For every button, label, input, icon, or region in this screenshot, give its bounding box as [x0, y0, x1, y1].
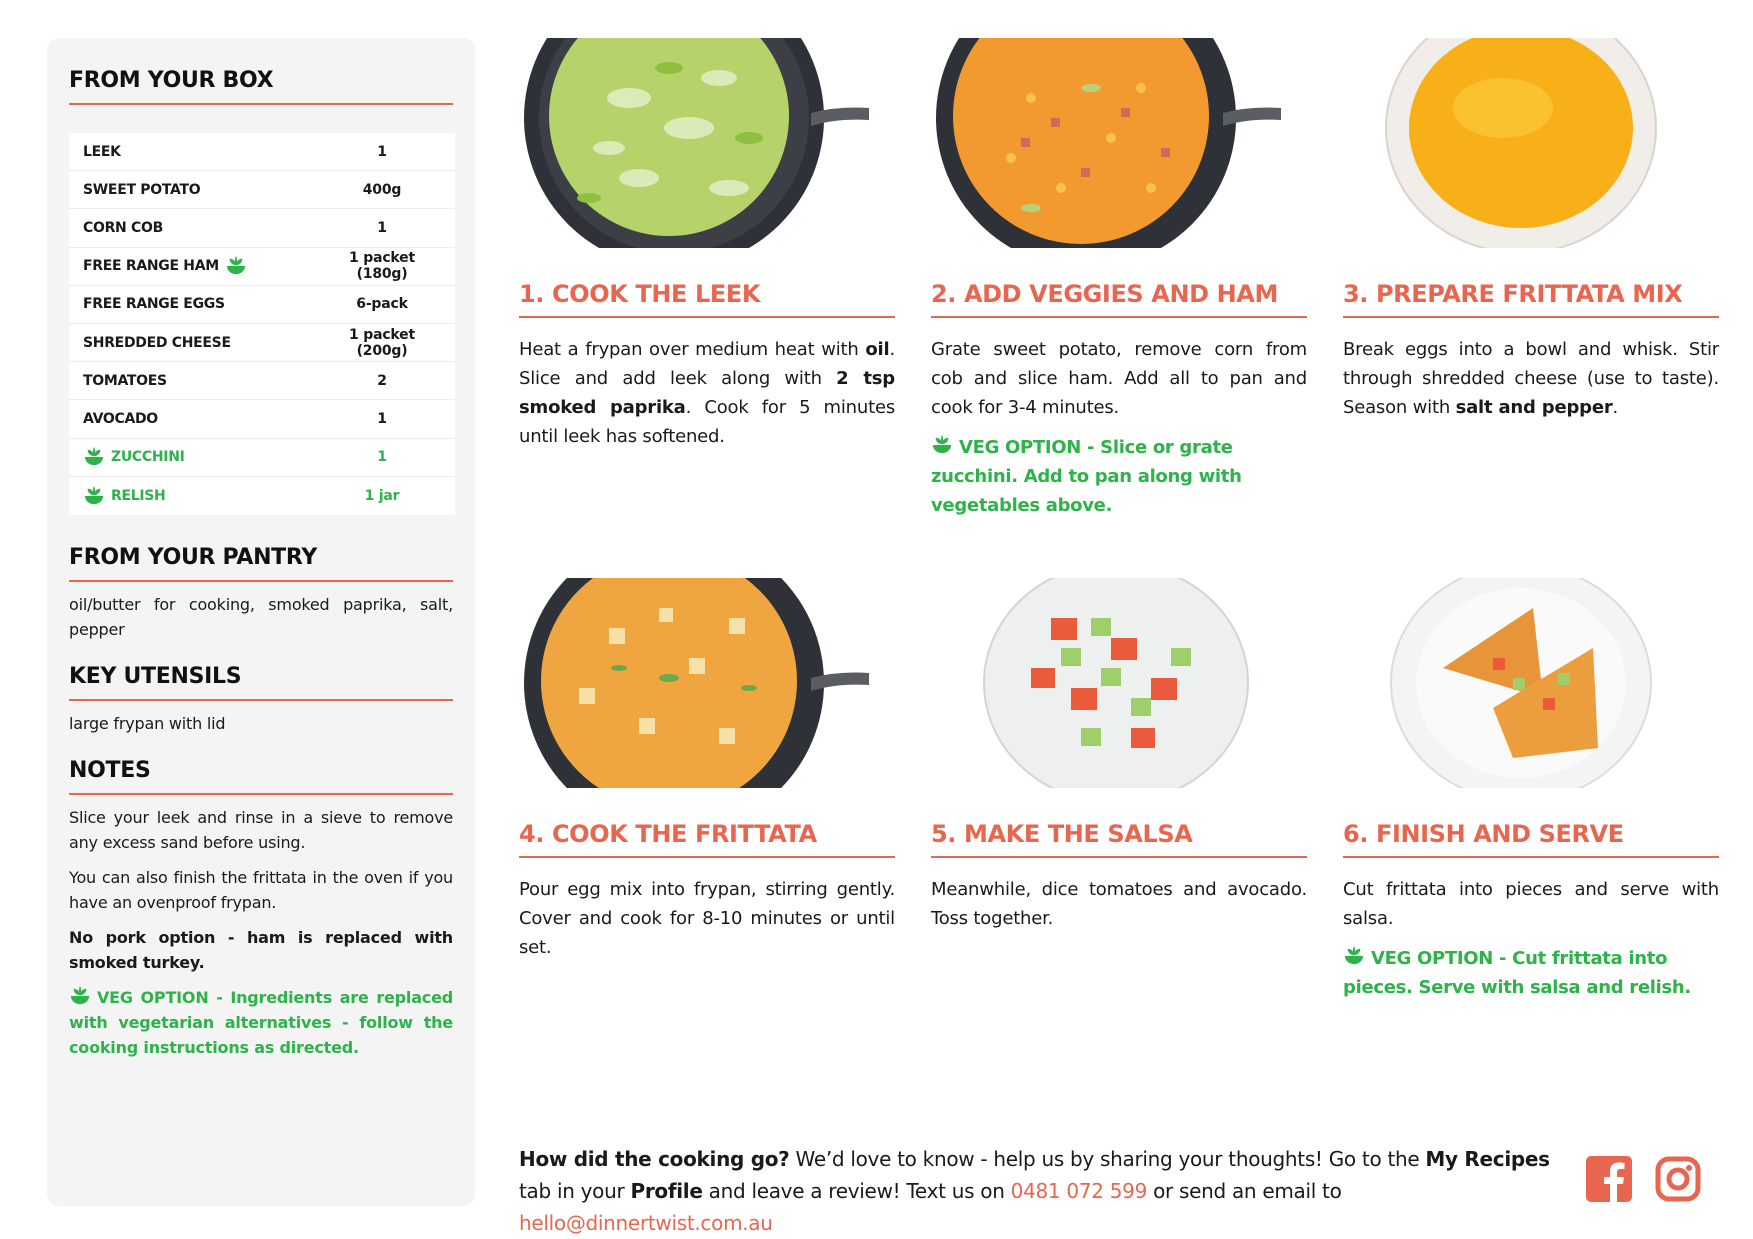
from-your-pantry-heading: FROM YOUR PANTRY: [69, 545, 453, 582]
step-5-image: [931, 578, 1307, 788]
utensils-text: large frypan with lid: [69, 713, 226, 733]
step-1-title: 1. COOK THE LEEK: [519, 280, 895, 318]
veg-bowl-icon: [69, 986, 91, 1006]
veg-bowl-icon: [83, 486, 105, 506]
step-6-body: Cut frittata into pieces and serve with salsa.: [1343, 879, 1719, 929]
ingredient-name: LEEK: [83, 143, 121, 160]
ingredient-row: [69, 439, 455, 477]
veg-bowl-icon: [83, 447, 105, 467]
pantry-text: oil/butter for cooking, smoked paprika, salt, pepper: [69, 594, 453, 639]
ingredient-row: [69, 477, 455, 515]
ingredient-name: RELISH: [83, 486, 323, 506]
step-2-body: Grate sweet potato, remove corn from cob and slice ham. Add all to pan and cook for 3-4 minutes.: [931, 339, 1307, 418]
ingredient-name: SWEET POTATO: [83, 181, 201, 198]
ingredient-row: [69, 133, 455, 171]
veg-bowl-icon: [1343, 946, 1365, 966]
ingredient-name: ZUCCHINI: [83, 447, 323, 467]
ingredient-quantity: 1: [377, 143, 387, 160]
notes-heading: NOTES: [69, 758, 453, 795]
ingredients-sidebar: [47, 38, 475, 1206]
note-veg-option: VEG OPTION - Ingredients are replaced with vegetarian alternatives - follow the cooking instructions as directed.: [69, 987, 453, 1057]
step-1-image: [519, 38, 895, 248]
note-no-pork: No pork option - ham is replaced with smoked turkey.: [69, 927, 453, 972]
step-6-veg-option: VEG OPTION - Cut frittata into pieces. Serve with salsa and relish.: [1343, 948, 1691, 998]
step-1-body: Heat a frypan over medium heat with oil. Slice and add leek along with 2 tsp smoked paprika. Cook for 5 minutes until leek has softened.: [519, 339, 895, 447]
ingredient-quantity: 6-pack: [356, 296, 408, 313]
ingredient-name: FREE RANGE HAM: [83, 256, 323, 276]
veg-bowl-icon: [225, 256, 247, 276]
step-4-body: Pour egg mix into frypan, stirring gently. Cover and cook for 8-10 minutes or until set.: [519, 879, 895, 958]
step-4-title: 4. COOK THE FRITTATA: [519, 820, 895, 858]
email-link[interactable]: hello@dinnertwist.com.au: [519, 1211, 773, 1235]
ingredient-row: [69, 209, 455, 247]
ingredient-row: [69, 362, 455, 400]
step-2-image: [931, 38, 1307, 248]
ingredient-row: [69, 248, 455, 286]
ingredient-name: FREE RANGE EGGS: [83, 296, 225, 313]
step-6-title: 6. FINISH AND SERVE: [1343, 820, 1719, 858]
phone-link[interactable]: 0481 072 599: [1010, 1179, 1148, 1203]
feedback-footer: How did the cooking go? We’d love to know - help us by sharing your thoughts! Go to the My Recipes tab in your Profile and leave a review! Text us on 0481 072 599 or send an email to hello@dinnertwist.com.au: [519, 1147, 1550, 1235]
ingredient-name: CORN COB: [83, 219, 163, 236]
ingredient-quantity: 1 packet (180g): [349, 250, 415, 283]
step-3-body: Break eggs into a bowl and whisk. Stir through shredded cheese (use to taste). Season with salt and pepper.: [1343, 339, 1719, 418]
from-your-box-heading: FROM YOUR BOX: [69, 68, 453, 105]
ingredient-name: AVOCADO: [83, 410, 158, 427]
ingredient-quantity: 1: [377, 449, 387, 466]
ingredient-quantity: 2: [377, 372, 387, 389]
step-3-image: [1343, 38, 1719, 248]
veg-bowl-icon: [931, 435, 953, 455]
ingredient-row: [69, 286, 455, 324]
step-3-title: 3. PREPARE FRITTATA MIX: [1343, 280, 1719, 318]
note-leek: Slice your leek and rinse in a sieve to remove any excess sand before using.: [69, 807, 453, 852]
step-5-body: Meanwhile, dice tomatoes and avocado. Toss together.: [931, 879, 1307, 929]
ingredient-quantity: 1 packet (200g): [349, 326, 415, 359]
ingredient-quantity: 400g: [362, 181, 402, 198]
key-utensils-heading: KEY UTENSILS: [69, 664, 453, 701]
step-6-image: [1343, 578, 1719, 788]
step-5-title: 5. MAKE THE SALSA: [931, 820, 1307, 858]
ingredients-table: [69, 133, 455, 515]
ingredient-quantity: 1 jar: [364, 487, 400, 504]
ingredient-quantity: 1: [377, 410, 387, 427]
ingredient-name: SHREDDED CHEESE: [83, 334, 231, 351]
ingredient-row: [69, 171, 455, 209]
note-oven: You can also finish the frittata in the oven if you have an ovenproof frypan.: [69, 867, 453, 912]
ingredient-row: [69, 324, 455, 362]
step-4-image: [519, 578, 895, 788]
ingredient-name: TOMATOES: [83, 372, 167, 389]
ingredient-row: [69, 400, 455, 438]
ingredient-quantity: 1: [377, 219, 387, 236]
step-2-veg-option: VEG OPTION - Slice or grate zucchini. Add to pan along with vegetables above.: [931, 437, 1242, 516]
instagram-icon[interactable]: [1655, 1156, 1701, 1202]
facebook-icon[interactable]: [1586, 1156, 1632, 1202]
step-2-title: 2. ADD VEGGIES AND HAM: [931, 280, 1307, 318]
